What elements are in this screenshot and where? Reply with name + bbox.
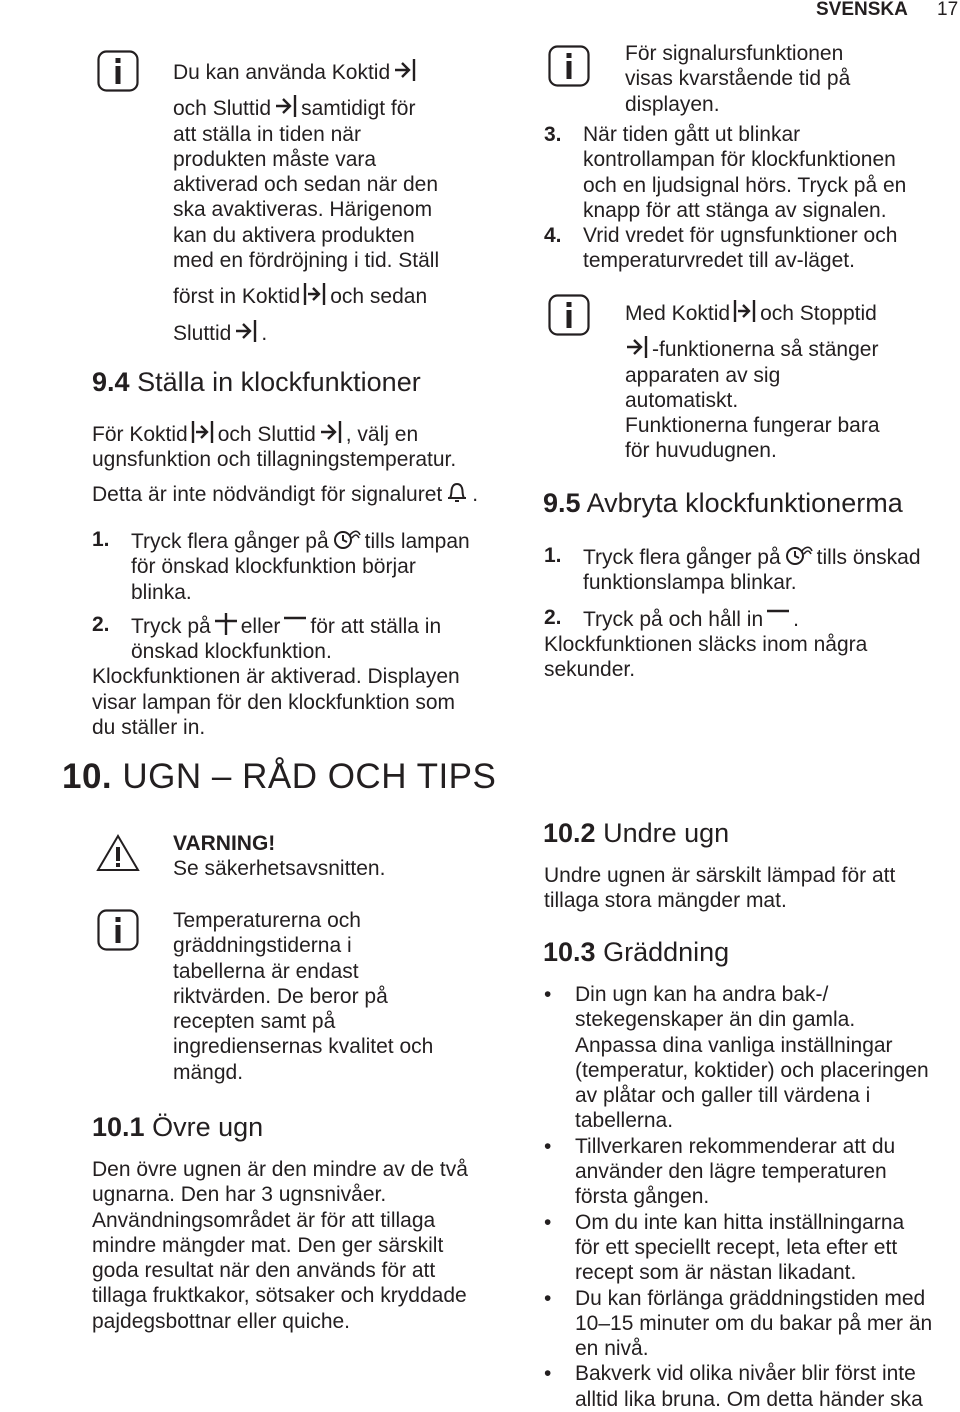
- warning-title: VARNING!: [173, 832, 276, 855]
- list-item: • Du kan förlänga gräddningstiden med 10–15 minuter om du bakar på mer än en nivå.: [544, 1286, 933, 1361]
- end-time-icon: [319, 420, 343, 444]
- section-10-1-heading: 10.1 Övre ugn: [92, 1112, 264, 1142]
- minus-icon: [766, 605, 790, 629]
- info-icon: [548, 45, 590, 87]
- step-1: 1. Tryck flera gånger på tills lampan för önskad klockfunktion börjar blinka.: [92, 528, 470, 604]
- page-header: [0, 0, 960, 20]
- step-2: 2. Tryck på och håll in .: [544, 605, 799, 631]
- section-10-3-list: [544, 982, 960, 1412]
- clock-button-icon: [332, 527, 362, 551]
- warning-text: Se säkerhetsavsnitten.: [173, 857, 386, 881]
- steps-3-4: [544, 122, 960, 274]
- end-time-icon: [234, 319, 258, 343]
- header-language: SVENSKA: [816, 0, 908, 20]
- list-item: • Om du inte kan hitta inställningarna för ett speciellt recept, leta efter ett recept som är nästan likadant.: [544, 1210, 905, 1285]
- list-item: • Tillverkaren rekommenderar att du använder den lägre temperaturen första gången.: [544, 1134, 896, 1209]
- info-icon: [97, 50, 139, 92]
- note-2: Temperaturerna och gräddningstiderna i tabellerna är endast riktvärden. De beror på recepten samt på ingrediensernas kvalitet och mängd.: [173, 909, 434, 1084]
- section-9-4-heading: 9.4 Ställa in klockfunktioner: [92, 367, 421, 397]
- section-10-3-heading: 10.3 Gräddning: [543, 937, 730, 967]
- cook-time-icon: [191, 420, 215, 444]
- note-4: Med Koktid och Stopptid -funktionerna så stänger apparaten av sig automatiskt. Funktionerna fungerar bara för huvudugnen.: [625, 299, 880, 464]
- list-item: • Din ugn kan ha andra bak-/ stekegenskaper än din gamla. Anpassa dina vanliga inställningar (temperatur, koktider) och placeringen av plåtar och galler till värdena i tabellerna.: [544, 983, 929, 1133]
- step-4: 4. Vrid vredet för ugnsfunktioner och temperaturvredet till av-läget.: [544, 224, 898, 273]
- minus-icon: [283, 612, 307, 636]
- section-9-5-body: 1. Tryck flera gånger på tills önskad funktionslampa blinkar. 2. Tryck på och håll in . Klockfunktionen släcks inom några sekunder.: [544, 543, 960, 682]
- note-1: Du kan använda Koktid och Sluttid samtidigt för att ställa in tiden när produkten måste vara aktiverad och sedan när den ska avaktiveras. Härigenom kan du aktivera produkten med en fördröjning i tid. Ställ först in Koktid och sedan Sluttid .: [173, 58, 439, 346]
- section-10-2-heading: 10.2 Undre ugn: [543, 818, 730, 848]
- cook-time-icon: [393, 58, 417, 82]
- warning-block: [173, 831, 385, 882]
- section-9-5-heading: 9.5 Avbryta klockfunktionerma: [543, 488, 903, 518]
- bell-icon: [445, 480, 469, 504]
- step-1: 1. Tryck flera gånger på tills önskad funktionslampa blinkar.: [544, 544, 921, 595]
- warning-icon: [96, 833, 140, 873]
- cook-time-icon: [733, 299, 757, 323]
- cook-time-icon: [303, 282, 327, 306]
- clock-button-icon: [784, 543, 814, 567]
- end-time-icon: [625, 335, 649, 359]
- page-number: 17: [937, 0, 959, 20]
- note-3: För signalursfunktionen visas kvarstående tid på displayen.: [625, 42, 851, 116]
- section-9-4-steps: 1. Tryck flera gånger på tills lampan för önskad klockfunktion börjar blinka. 2. Tryck på eller för att ställa in önskad klockfunktion. Klockfunktionen är aktiverad. Displayen visar lampan för den klockfunktion som du ställer in.: [92, 527, 512, 740]
- step-2: 2. Tryck på eller för att ställa in önskad klockfunktion.: [92, 612, 442, 664]
- list-item: • Bakverk vid olika nivåer blir först inte alltid lika bruna. Om detta händer ska: [544, 1362, 923, 1411]
- info-icon: [548, 294, 590, 336]
- chapter-10-heading: 10. UGN – RÅD OCH TIPS: [62, 757, 497, 796]
- section-9-4-body: För Koktid och Sluttid , välj en ugnsfunktion och tillagningstemperatur. Detta är inte nödvändigt för signaluret .: [92, 420, 512, 507]
- section-10-2-body: Undre ugnen är särskilt lämpad för att tillaga stora mängder mat.: [544, 864, 896, 913]
- end-time-icon: [274, 94, 298, 118]
- info-icon: [97, 909, 139, 951]
- section-10-1-body: Den övre ugnen är den mindre av de två ugnarna. Den har 3 ugnsnivåer. Användningsområdet är för att tillaga mindre mängder mat. Den ger särskilt goda resultat när den används för att tillaga fruktkakor, sötsaker och kryddade pajdegsbottnar eller quiche.: [92, 1158, 468, 1333]
- step-3: 3. När tiden gått ut blinkar kontrollampan för klockfunktionen och en ljudsignal hörs. Tryck på en knapp för att stänga av signalen.: [544, 123, 907, 222]
- plus-icon: [214, 612, 238, 636]
